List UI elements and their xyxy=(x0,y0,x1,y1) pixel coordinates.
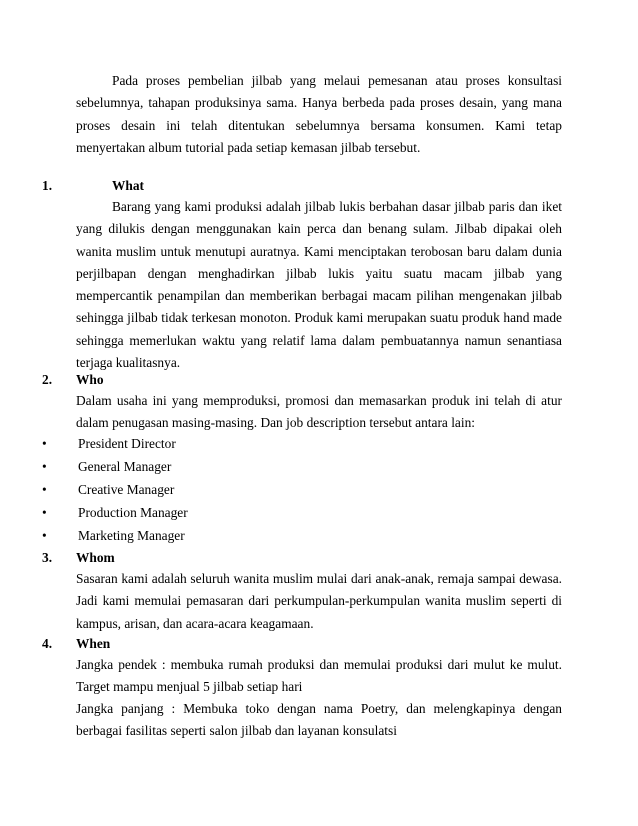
bullet-text: President Director xyxy=(78,436,176,451)
intro-paragraph: Pada proses pembelian jilbab yang melaui pemesanan atau proses konsultasi sebelumnya, tahapan produksinya sama. Hanya berbeda pada proses desain, yang mana proses desain ini telah ditentukan sebelumnya bersama konsumen. Kami tetap menyertakan album tutorial pada setiap kemasan jilbab tersebut. xyxy=(76,73,562,155)
section-1-body: Barang yang kami produksi adalah jilbab lukis berbahan dasar jilbab paris dan iket yang dilukis dengan menggunakan kain perca dan benang sulam. Jilbab dipakai oleh wanita muslim untuk menutupi auratnya. Kami menciptakan terobosan baru dalam dunia perjilbapan dengan menghadirkan jilbab lukis yaitu suatu macam jilbab yang mempercantik penampilan dan memberikan berbagai macam pilihan mengenakan jilbab sehingga jilbab tidak terkesan monoton. Produk kami merupakan suatu produk hand made sehingga memerlukan waktu yang relatif lama dalam pembuatannya namun senantiasa terjaga kualitasnya. xyxy=(76,199,562,371)
bullet-text: Production Manager xyxy=(78,505,188,520)
section-4-title: When xyxy=(76,636,111,651)
section-3-body: Sasaran kami adalah seluruh wanita muslim mulai dari anak-anak, remaja sampai dewasa. Jadi kami memulai pemasaran dari perkumpulan-perkumpulan wanita muslim seperti di kampus, arisan, dan acara-acara keagamaan. xyxy=(76,571,562,631)
bullet-icon: • xyxy=(42,459,47,474)
section-3-title: Whom xyxy=(76,550,115,565)
bullet-text: Marketing Manager xyxy=(78,528,185,543)
section-2-body: Dalam usaha ini yang memproduksi, promosi dan memasarkan produk ini telah di atur dalam penugasan masing-masing. Dan job description tersebut antara lain: xyxy=(76,393,562,431)
section-4-number: 4. xyxy=(42,636,53,651)
bullet-text: General Manager xyxy=(78,459,172,474)
bullet-icon: • xyxy=(42,528,47,543)
section-1-number: 1. xyxy=(42,178,53,193)
bullet-text: Creative Manager xyxy=(78,482,175,497)
section-3-number: 3. xyxy=(42,550,53,565)
section-2-title: Who xyxy=(76,372,104,387)
bullet-icon: • xyxy=(42,436,47,451)
bullet-icon: • xyxy=(42,505,47,520)
section-2-number: 2. xyxy=(42,372,53,387)
section-4-body-2: Jangka panjang : Membuka toko dengan nama Poetry, dan melengkapinya dengan berbagai fasilitas seperti salon jilbab dan layanan konsulatsi xyxy=(76,701,562,739)
section-1-title: What xyxy=(112,178,144,193)
bullet-icon: • xyxy=(42,482,47,497)
section-4-body: Jangka pendek : membuka rumah produksi dan memulai produksi dari mulut ke mulut. Target mampu menjual 5 jilbab setiap hari xyxy=(76,657,562,695)
